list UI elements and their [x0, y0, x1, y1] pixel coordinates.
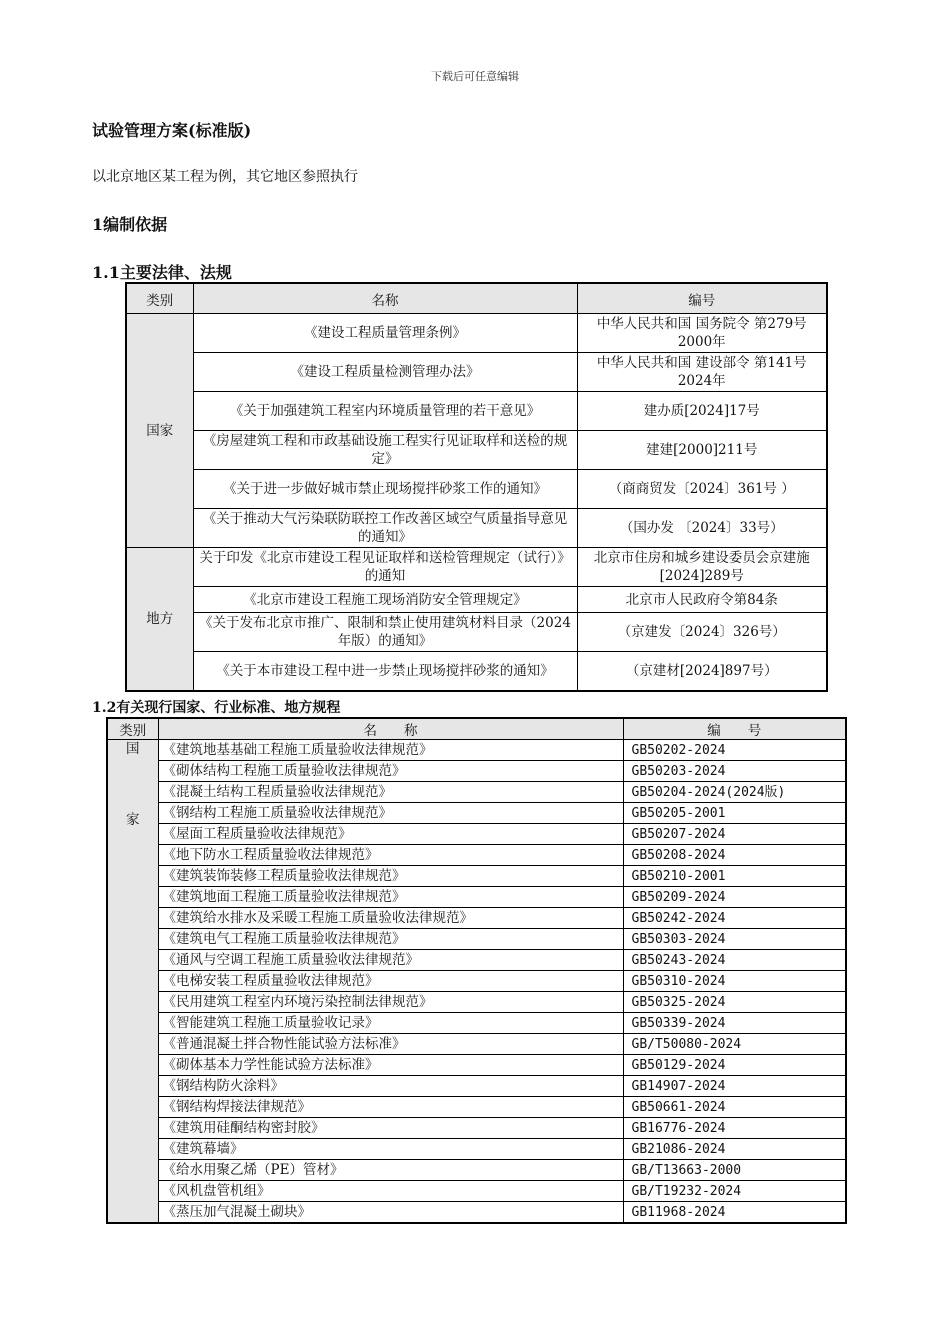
code-cell: GB50202-2024: [623, 740, 846, 761]
name-cell: 《智能建筑工程施工质量验收记录》: [158, 1013, 623, 1034]
name-cell: 《建设工程质量检测管理办法》: [193, 353, 577, 392]
code-cell: （国办发 〔2024〕33号）: [577, 509, 827, 548]
name-cell: 《建筑地面工程施工质量验收法律规范》: [158, 887, 623, 908]
table-row: [107, 824, 846, 845]
header-category: 类别: [107, 718, 158, 740]
code-cell: 建办质[2024]17号: [577, 392, 827, 431]
table-row: [126, 613, 827, 652]
name-cell: 《建筑给水排水及采暖工程施工质量验收法律规范》: [158, 908, 623, 929]
section-heading-1: 1编制依据: [92, 215, 168, 234]
table-row: [107, 1118, 846, 1139]
code-cell: GB50207-2024: [623, 824, 846, 845]
table-row: [107, 1076, 846, 1097]
name-cell: 《地下防水工程质量验收法律规范》: [158, 845, 623, 866]
name-cell: 《民用建筑工程室内环境污染控制法律规范》: [158, 992, 623, 1013]
name-cell: 《电梯安装工程质量验收法律规范》: [158, 971, 623, 992]
name-cell: 《房屋建筑工程和市政基础设施工程实行见证取样和送检的规定》: [193, 431, 577, 470]
table-row: [107, 1055, 846, 1076]
table-header-row: [107, 718, 846, 740]
table-row: [107, 866, 846, 887]
name-cell: 《钢结构焊接法律规范》: [158, 1097, 623, 1118]
header-code: 编 号: [623, 718, 846, 740]
name-cell: 《北京市建设工程施工现场消防安全管理规定》: [193, 587, 577, 613]
name-cell: 关于印发《北京市建设工程见证取样和送检管理规定（试行）》的通知: [193, 548, 577, 587]
code-cell: GB50204-2024(2024版): [623, 782, 846, 803]
name-cell: 《关于推动大气污染联防联控工作改善区域空气质量指导意见的通知》: [193, 509, 577, 548]
table-row: [126, 431, 827, 470]
section-heading-1-2: 1.2有关现行国家、行业标准、地方规程: [92, 700, 341, 716]
table-row: [107, 740, 846, 761]
table-row: [107, 992, 846, 1013]
category-cell: [107, 740, 158, 1224]
table-row: [107, 1013, 846, 1034]
code-cell: GB50209-2024: [623, 887, 846, 908]
table-row: [126, 509, 827, 548]
code-cell: GB14907-2024: [623, 1076, 846, 1097]
table-row: [107, 803, 846, 824]
category-cell: 国家: [126, 314, 193, 548]
code-cell: GB50243-2024: [623, 950, 846, 971]
name-cell: 《给水用聚乙烯（PE）管材》: [158, 1160, 623, 1181]
table-row: [107, 929, 846, 950]
code-cell: GB50325-2024: [623, 992, 846, 1013]
table-row: [107, 887, 846, 908]
name-cell: 《建设工程质量管理条例》: [193, 314, 577, 353]
code-cell: GB16776-2024: [623, 1118, 846, 1139]
document-title: 试验管理方案(标准版): [92, 121, 252, 140]
laws-table: [125, 282, 828, 692]
table-row: [107, 1181, 846, 1202]
name-cell: 《关于本市建设工程中进一步禁止现场搅拌砂浆的通知》: [193, 652, 577, 691]
table-row: [126, 587, 827, 613]
table-row: [107, 1160, 846, 1181]
table-row: [107, 782, 846, 803]
code-cell: 中华人民共和国 国务院令 第279号 2000年: [577, 314, 827, 353]
name-cell: 《砌体结构工程施工质量验收法律规范》: [158, 761, 623, 782]
code-cell: GB/T50080-2024: [623, 1034, 846, 1055]
name-cell: 《建筑装饰装修工程质量验收法律规范》: [158, 866, 623, 887]
code-cell: GB50129-2024: [623, 1055, 846, 1076]
table-row: [107, 1202, 846, 1224]
code-cell: （京建发〔2024〕326号）: [577, 613, 827, 652]
name-cell: 《通风与空调工程施工质量验收法律规范》: [158, 950, 623, 971]
name-cell: 《建筑地基基础工程施工质量验收法律规范》: [158, 740, 623, 761]
intro-text: 以北京地区某工程为例，其它地区参照执行: [92, 169, 358, 185]
code-cell: GB50339-2024: [623, 1013, 846, 1034]
code-cell: GB50205-2001: [623, 803, 846, 824]
code-cell: 北京市住房和城乡建设委员会京建施[2024]289号: [577, 548, 827, 587]
name-cell: 《屋面工程质量验收法律规范》: [158, 824, 623, 845]
code-cell: GB50661-2024: [623, 1097, 846, 1118]
code-cell: GB50242-2024: [623, 908, 846, 929]
table-row: [126, 314, 827, 353]
code-cell: GB11968-2024: [623, 1202, 846, 1224]
header-name: 名称: [193, 283, 577, 314]
code-cell: 中华人民共和国 建设部令 第141号 2024年: [577, 353, 827, 392]
table-row: [107, 845, 846, 866]
name-cell: 《钢结构工程施工质量验收法律规范》: [158, 803, 623, 824]
name-cell: 《关于进一步做好城市禁止现场搅拌砂浆工作的通知》: [193, 470, 577, 509]
name-cell: 《关于发布北京市推广、限制和禁止使用建筑材料目录（2024年版）的通知》: [193, 613, 577, 652]
code-cell: GB50203-2024: [623, 761, 846, 782]
table-row: [126, 353, 827, 392]
table-row: [107, 1034, 846, 1055]
name-cell: 《建筑用硅酮结构密封胶》: [158, 1118, 623, 1139]
header-code: 编号: [577, 283, 827, 314]
code-cell: 建建[2000]211号: [577, 431, 827, 470]
code-cell: GB21086-2024: [623, 1139, 846, 1160]
table-row: [107, 1139, 846, 1160]
code-cell: （京建材[2024]897号）: [577, 652, 827, 691]
name-cell: 《普通混凝土拌合物性能试验方法标准》: [158, 1034, 623, 1055]
standards-table: [106, 717, 847, 1224]
name-cell: 《砌体基本力学性能试验方法标准》: [158, 1055, 623, 1076]
name-cell: 《风机盘管机组》: [158, 1181, 623, 1202]
code-cell: （商商贸发〔2024〕361号 ）: [577, 470, 827, 509]
table-row: [126, 470, 827, 509]
section-heading-1-1: 1.1主要法律、法规: [92, 263, 232, 282]
code-cell: GB50303-2024: [623, 929, 846, 950]
name-cell: 《建筑电气工程施工质量验收法律规范》: [158, 929, 623, 950]
table-row: [107, 761, 846, 782]
name-cell: 《关于加强建筑工程室内环境质量管理的若干意见》: [193, 392, 577, 431]
table-row: [107, 950, 846, 971]
category-char: 家: [126, 812, 140, 828]
table-row: [126, 548, 827, 587]
table-row: [107, 1097, 846, 1118]
page-header: 下载后可任意编辑: [431, 70, 519, 83]
table-header-row: [126, 283, 827, 314]
table-row: [107, 908, 846, 929]
code-cell: GB50210-2001: [623, 866, 846, 887]
name-cell: 《蒸压加气混凝土砌块》: [158, 1202, 623, 1224]
name-cell: 《建筑幕墙》: [158, 1139, 623, 1160]
table-row: [107, 971, 846, 992]
code-cell: GB50310-2024: [623, 971, 846, 992]
name-cell: 《混凝土结构工程质量验收法律规范》: [158, 782, 623, 803]
header-category: 类别: [126, 283, 193, 314]
code-cell: GB50208-2024: [623, 845, 846, 866]
code-cell: GB/T19232-2024: [623, 1181, 846, 1202]
name-cell: 《钢结构防火涂料》: [158, 1076, 623, 1097]
code-cell: 北京市人民政府令第84条: [577, 587, 827, 613]
table-row: [126, 652, 827, 691]
code-cell: GB/T13663-2000: [623, 1160, 846, 1181]
category-char: 国: [126, 741, 140, 757]
table-row: [126, 392, 827, 431]
category-cell: 地方: [126, 548, 193, 691]
header-name: 名 称: [158, 718, 623, 740]
